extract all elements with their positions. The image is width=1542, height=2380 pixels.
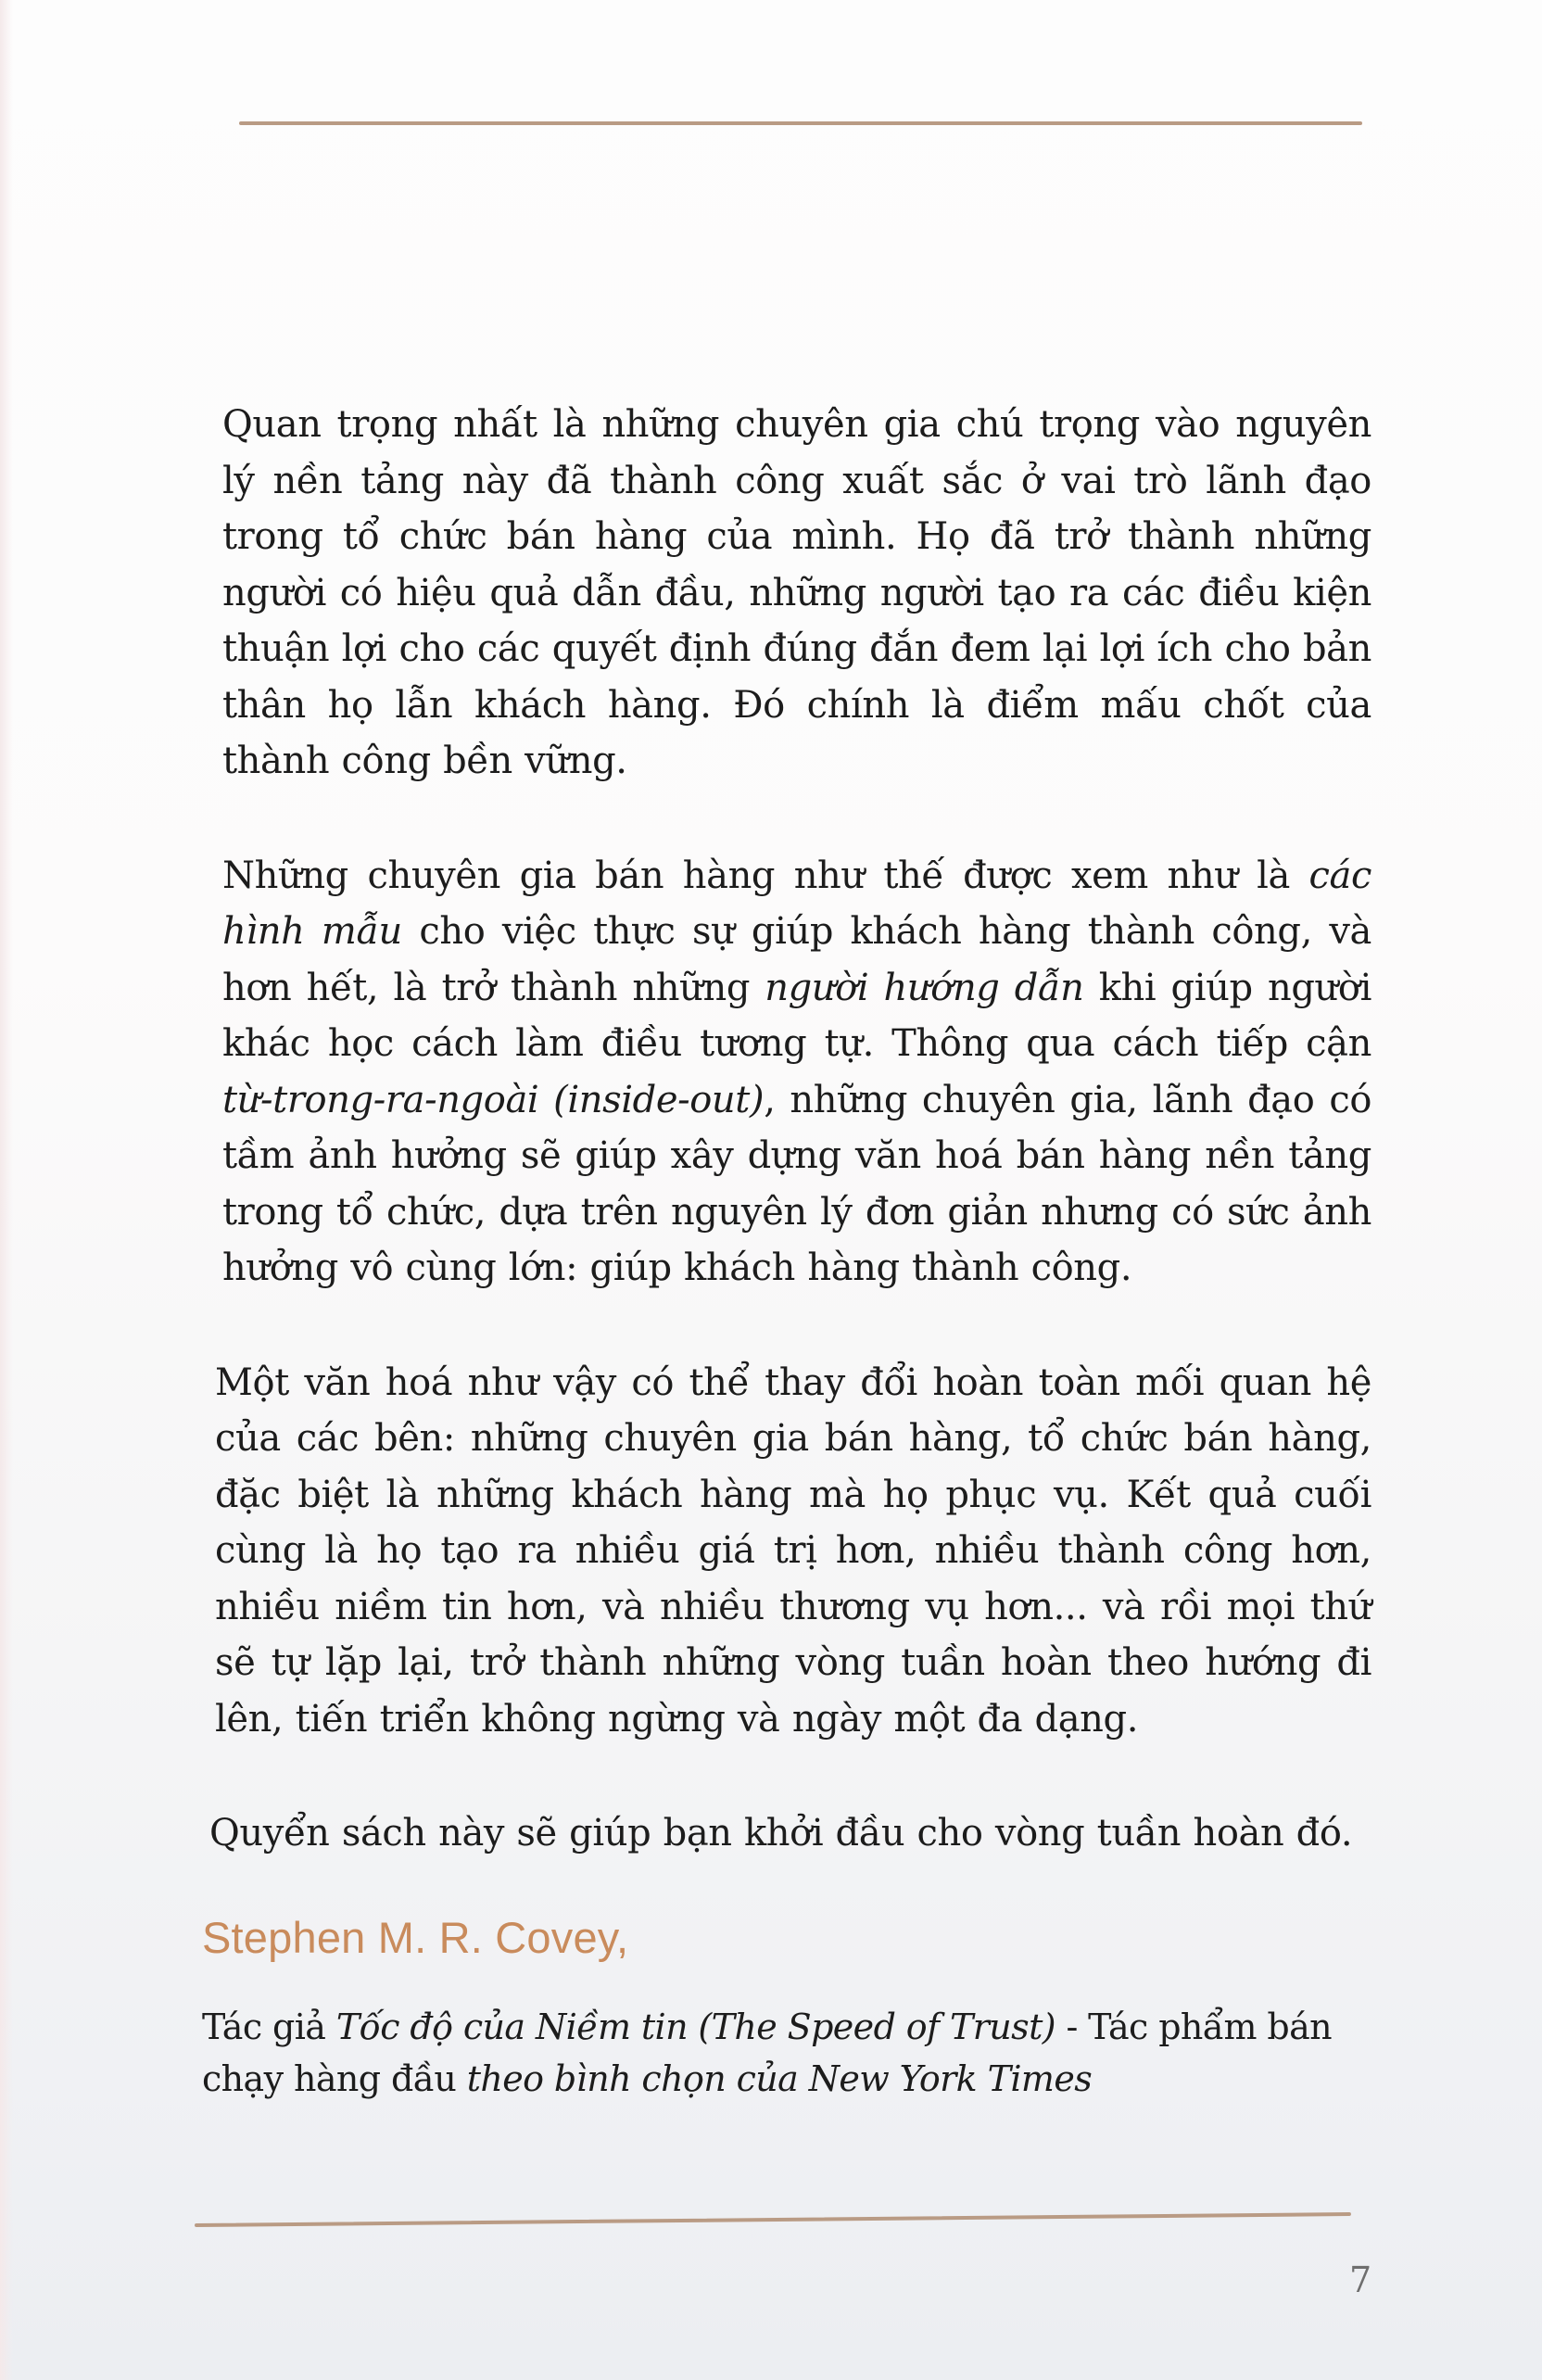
attribution-book-title: Tốc độ của Niềm tin (The Speed of Trust): [335, 2006, 1055, 2047]
italic-phrase-inside-out: từ-trong-ra-ngoài (inside-out): [222, 1078, 765, 1121]
italic-phrase-nguoi-huong-dan: người hướng dẫn: [765, 966, 1084, 1009]
header-rule: [239, 121, 1362, 125]
closing-sentence-text: Quyển sách này sẽ giúp bạn khởi đầu cho vòng tuần hoàn đó.: [209, 1812, 1353, 1855]
italic-phrase-hinh-mau: các hình mẫu: [222, 854, 1371, 953]
paragraph-2: [222, 848, 1371, 1297]
page-number: 7: [1349, 2260, 1372, 2300]
page-edge-shadow: [0, 0, 13, 2380]
paragraph-2-text-c: khi giúp người khác học cách làm điều tương tự. Thông qua cách tiếp cận: [222, 966, 1371, 1065]
attribution-text-b: - Tác phẩm bán chạy hàng đầu: [202, 2006, 1333, 2099]
page-body: [202, 397, 1372, 2140]
attribution-text-a: Tác giả: [202, 2006, 336, 2047]
paragraph-2-text-a: Những chuyên gia bán hàng như thế được xem như là: [222, 854, 1309, 897]
author-attribution: [202, 2001, 1371, 2105]
paragraph-1-text: Quan trọng nhất là những chuyên gia chú trọng vào nguyên lý nền tảng này đã thành công xuất sắc ở vai trò lãnh đạo trong tổ chức bán hàng của mình. Họ đã trở thành những người có hiệu quả dẫn đầu, những người tạo ra các điều kiện thuận lợi cho các quyết định đúng đắn đem lại lợi ích cho bản thân họ lẫn khách hàng. Đó chính là điểm mấu chốt của thành công bền vững.: [222, 403, 1371, 782]
paragraph-2-text-b: cho việc thực sự giúp khách hàng thành công, và hơn hết, là trở thành những: [222, 910, 1372, 1009]
footer-rule: [195, 2212, 1351, 2227]
paragraph-3-text: Một văn hoá như vậy có thể thay đổi hoàn toàn mối quan hệ của các bên: những chuyên gia bán hàng, tổ chức bán hàng, đặc biệt là những khách hàng mà họ phục vụ. Kết quả cuối cùng là họ tạo ra nhiều giá trị hơn, nhiều thành công hơn, nhiều niềm tin hơn, và nhiều thương vụ hơn... và rồi mọi thứ sẽ tự lặp lại, trở thành những vòng tuần hoàn theo hướng đi lên, tiến triển không ngừng và ngày một đa dạng.: [215, 1361, 1371, 1741]
paragraph-2-text-d: , những chuyên gia, lãnh đạo có tầm ảnh hưởng sẽ giúp xây dựng văn hoá bán hàng nền tảng trong tổ chức, dựa trên nguyên lý đơn giản nhưng có sức ảnh hưởng vô cùng lớn: giúp khách hàng thành công.: [222, 1078, 1372, 1289]
paragraph-3: [215, 1355, 1371, 1748]
author-signature: Stephen M. R. Covey,: [202, 1912, 629, 1962]
attribution-nyt: theo bình chọn của New York Times: [466, 2057, 1093, 2099]
paragraph-1: [222, 397, 1371, 790]
closing-sentence: [209, 1805, 1371, 1862]
